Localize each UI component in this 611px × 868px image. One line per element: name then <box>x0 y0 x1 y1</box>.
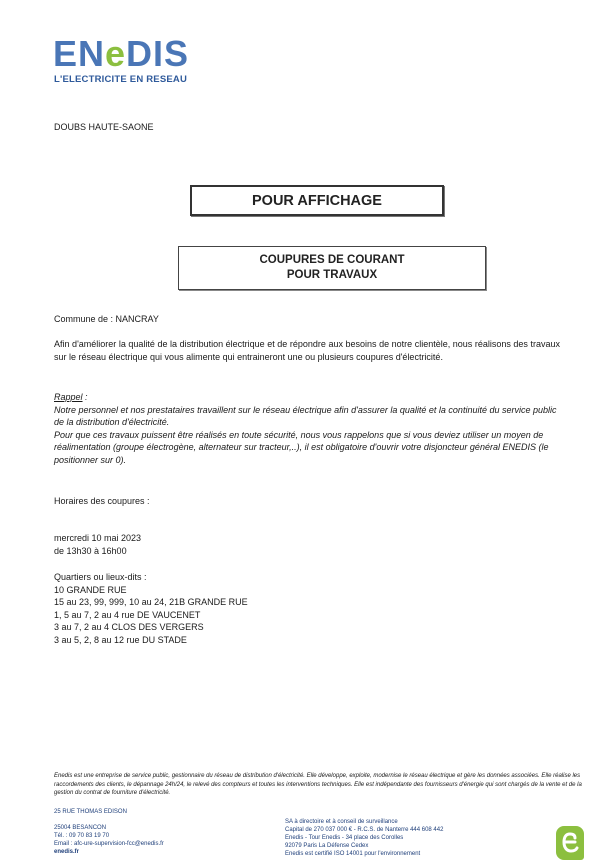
footer-legal-line: Enedis - Tour Enedis - 34 place des Corolles <box>285 835 404 841</box>
enedis-logo: ENeDIS <box>53 33 190 74</box>
quartier-item: 3 au 7, 2 au 4 CLOS DES VERGERS <box>54 622 204 632</box>
notice-title-box <box>190 185 444 216</box>
horaires-label: Horaires des coupures : <box>54 496 150 506</box>
footer-email[interactable]: Email : afc-ure-supervision-fcc@enedis.fr <box>54 841 164 847</box>
footer-city: 25004 BESANCON <box>54 825 107 831</box>
subject-line-2: POUR TRAVAUX <box>286 269 378 281</box>
schedule <box>54 532 141 557</box>
quartier-item: 15 au 23, 99, 999, 10 au 24, 21B GRANDE RUE <box>54 597 248 607</box>
schedule-date: mercredi 10 mai 2023 <box>54 533 142 543</box>
footer-website[interactable]: enedis.fr <box>54 849 80 855</box>
rappel-section <box>54 391 564 466</box>
schedule-time: de 13h30 à 16h00 <box>54 545 127 556</box>
quartier-item: 1, 5 au 7, 2 au 4 rue DE VAUCENET <box>54 609 201 620</box>
footer-legal-line: Capital de 270 037 000 € - R.C.S. de Nanterre 444 608 442 <box>285 827 444 833</box>
footer-phone: Tél. : 09 70 83 19 70 <box>54 833 110 839</box>
notice-title: POUR AFFICHAGE <box>252 192 382 209</box>
quartier-item: 10 GRANDE RUE <box>54 584 127 595</box>
enedis-e-icon <box>556 826 584 860</box>
quartiers-section <box>54 571 248 646</box>
footer-street: 25 RUE THOMAS EDISON <box>54 809 127 815</box>
footer-legal-line: 92079 Paris La Défense Cedex <box>285 843 369 849</box>
quartier-item: 3 au 5, 2, 8 au 12 rue DU STADE <box>54 634 187 645</box>
quartiers-label: Quartiers ou lieux-dits : <box>54 572 147 582</box>
rappel-heading: Rappel : <box>54 392 88 402</box>
rappel-text-1: Notre personnel et nos prestataires travaillent sur le réseau électrique afin d'assurer la qualité et la continuité du service public de la distribution d'électricité. <box>54 404 557 427</box>
footer-legal-line: SA à directoire et à conseil de surveillance <box>285 819 398 825</box>
footer-legal-line: Enedis est certifié ISO 14001 pour l'environnement <box>285 851 421 857</box>
logo-tagline: L'ELECTRICITE EN RESEAU <box>54 74 188 85</box>
rappel-text-2: Pour que ces travaux puissent être réalisés en toute sécurité, nous vous rappelons que si vous deviez utiliser un moyen de réalimentation (groupe électrogène, alternateur sur tracteur,..), il est obligatoire d'ouvrir votre disjoncteur général ENEDIS (le positionner sur 0). <box>54 429 549 465</box>
footer-legal <box>285 818 443 858</box>
subject-box <box>178 246 486 290</box>
region-label: DOUBS HAUTE-SAONE <box>54 122 154 132</box>
rappel-title: Rappel <box>54 392 83 402</box>
footer-description: Enedis est une entreprise de service public, gestionnaire du réseau de distribution d'électricité. Elle développe, exploite, modernise le réseau électrique et gère les données associées. Elle réalise les raccordements des clients, le dépannage 24h/24, le relevé des compteurs et toutes les interventions techniques. Elle est indépendante des fournisseurs d'énergie qui sont chargés de la vente et de la gestion du contrat de fourniture d'électricité. <box>54 773 582 796</box>
footer-address <box>54 808 164 856</box>
commune-label: Commune de : NANCRAY <box>54 314 159 324</box>
intro-paragraph: Afin d'améliorer la qualité de la distribution électrique et de répondre aux besoins de notre clientèle, nous réalisons des travaux sur le réseau électrique qui vous alimente qui entraineront une ou plusieurs coupures d'électricité. <box>54 339 560 362</box>
subject-line-1: COUPURES DE COURANT <box>259 254 405 266</box>
